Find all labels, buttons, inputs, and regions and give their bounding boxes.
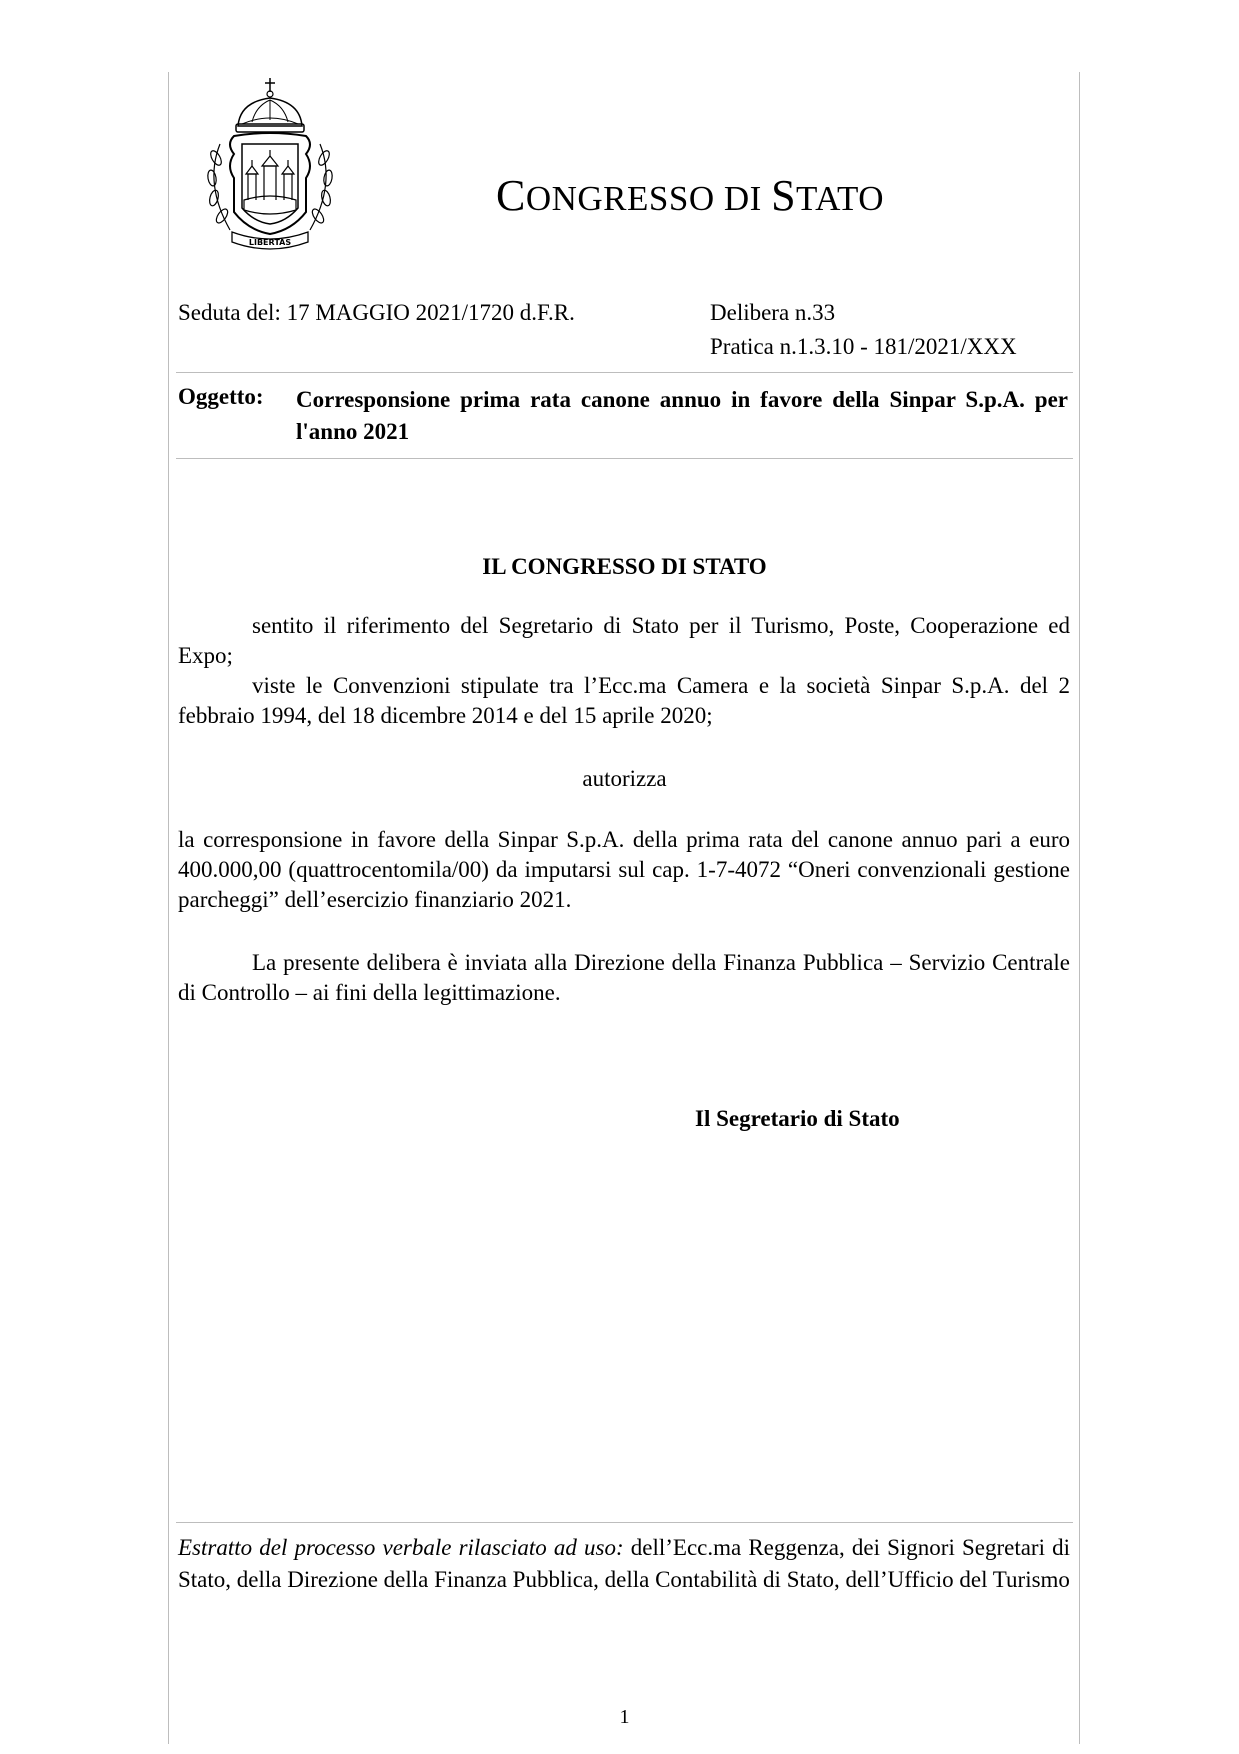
title-initial-1: C [496,171,526,220]
distribution-label: Estratto del processo verbale rilasciato ad uso: [178,1535,624,1560]
recital-sentito: sentito il riferimento del Segretario di Stato per il Turismo, Poste, Cooperazione ed Expo; [178,613,1070,668]
left-margin-rule [168,72,169,1744]
pratica-number: Pratica n.1.3.10 - 181/2021/XXX [710,334,1017,359]
title-rest-2: TATO [796,179,885,218]
transmission-paragraph: La presente delibera è inviata alla Direzione della Finanza Pubblica – Servizio Centrale di Controllo – ai fini della legittimazione. [178,950,1070,1005]
distribution-note [178,1532,1070,1596]
document-title [496,170,884,221]
recital-viste: viste le Convenzioni stipulate tra l’Ecc.ma Camera e la società Sinpar S.p.A. del 2 febbraio 1994, del 18 dicembre 2014 e del 15 aprile 2020; [178,673,1070,728]
recitals [178,611,1070,731]
divider-subject [176,458,1073,459]
divider-top [176,372,1073,373]
seduta-date: Seduta del: 17 MAGGIO 2021/1720 d.F.R. [178,300,575,325]
body-heading: IL CONGRESSO DI STATO [482,554,767,579]
divider-footer [176,1522,1073,1523]
authorization-paragraph: la corresponsione in favore della Sinpar S.p.A. della prima rata del canone annuo pari a euro 400.000,00 (quattrocentomila/00) da imputarsi sul cap. 1-7-4072 “Oneri convenzionali gestione parcheggi” dell’esercizio finanziario 2021. [178,827,1070,912]
distribution-recipients: dell’Ecc.ma Reggenza, dei Signori Segretari di Stato, della Direzione della Finanza Pubblica, della Contabilità di Stato, dell’Ufficio del Turismo [178,1535,1070,1592]
title-rest-1: ONGRESSO DI [525,179,772,218]
title-initial-2: S [771,171,797,220]
verb-autorizza: autorizza [582,766,667,791]
right-margin-rule [1079,72,1080,1744]
crest-motto: LIBERTAS [248,238,292,247]
signature-label: Il Segretario di Stato [695,1106,900,1131]
state-crest-emblem [190,74,350,254]
oggetto-label: Oggetto: [178,384,264,409]
page-number: 1 [619,1706,630,1728]
oggetto-text: Corresponsione prima rata canone annuo in favore della Sinpar S.p.A. per l'anno 2021 [296,387,1068,444]
delibera-number: Delibera n.33 [710,300,836,325]
